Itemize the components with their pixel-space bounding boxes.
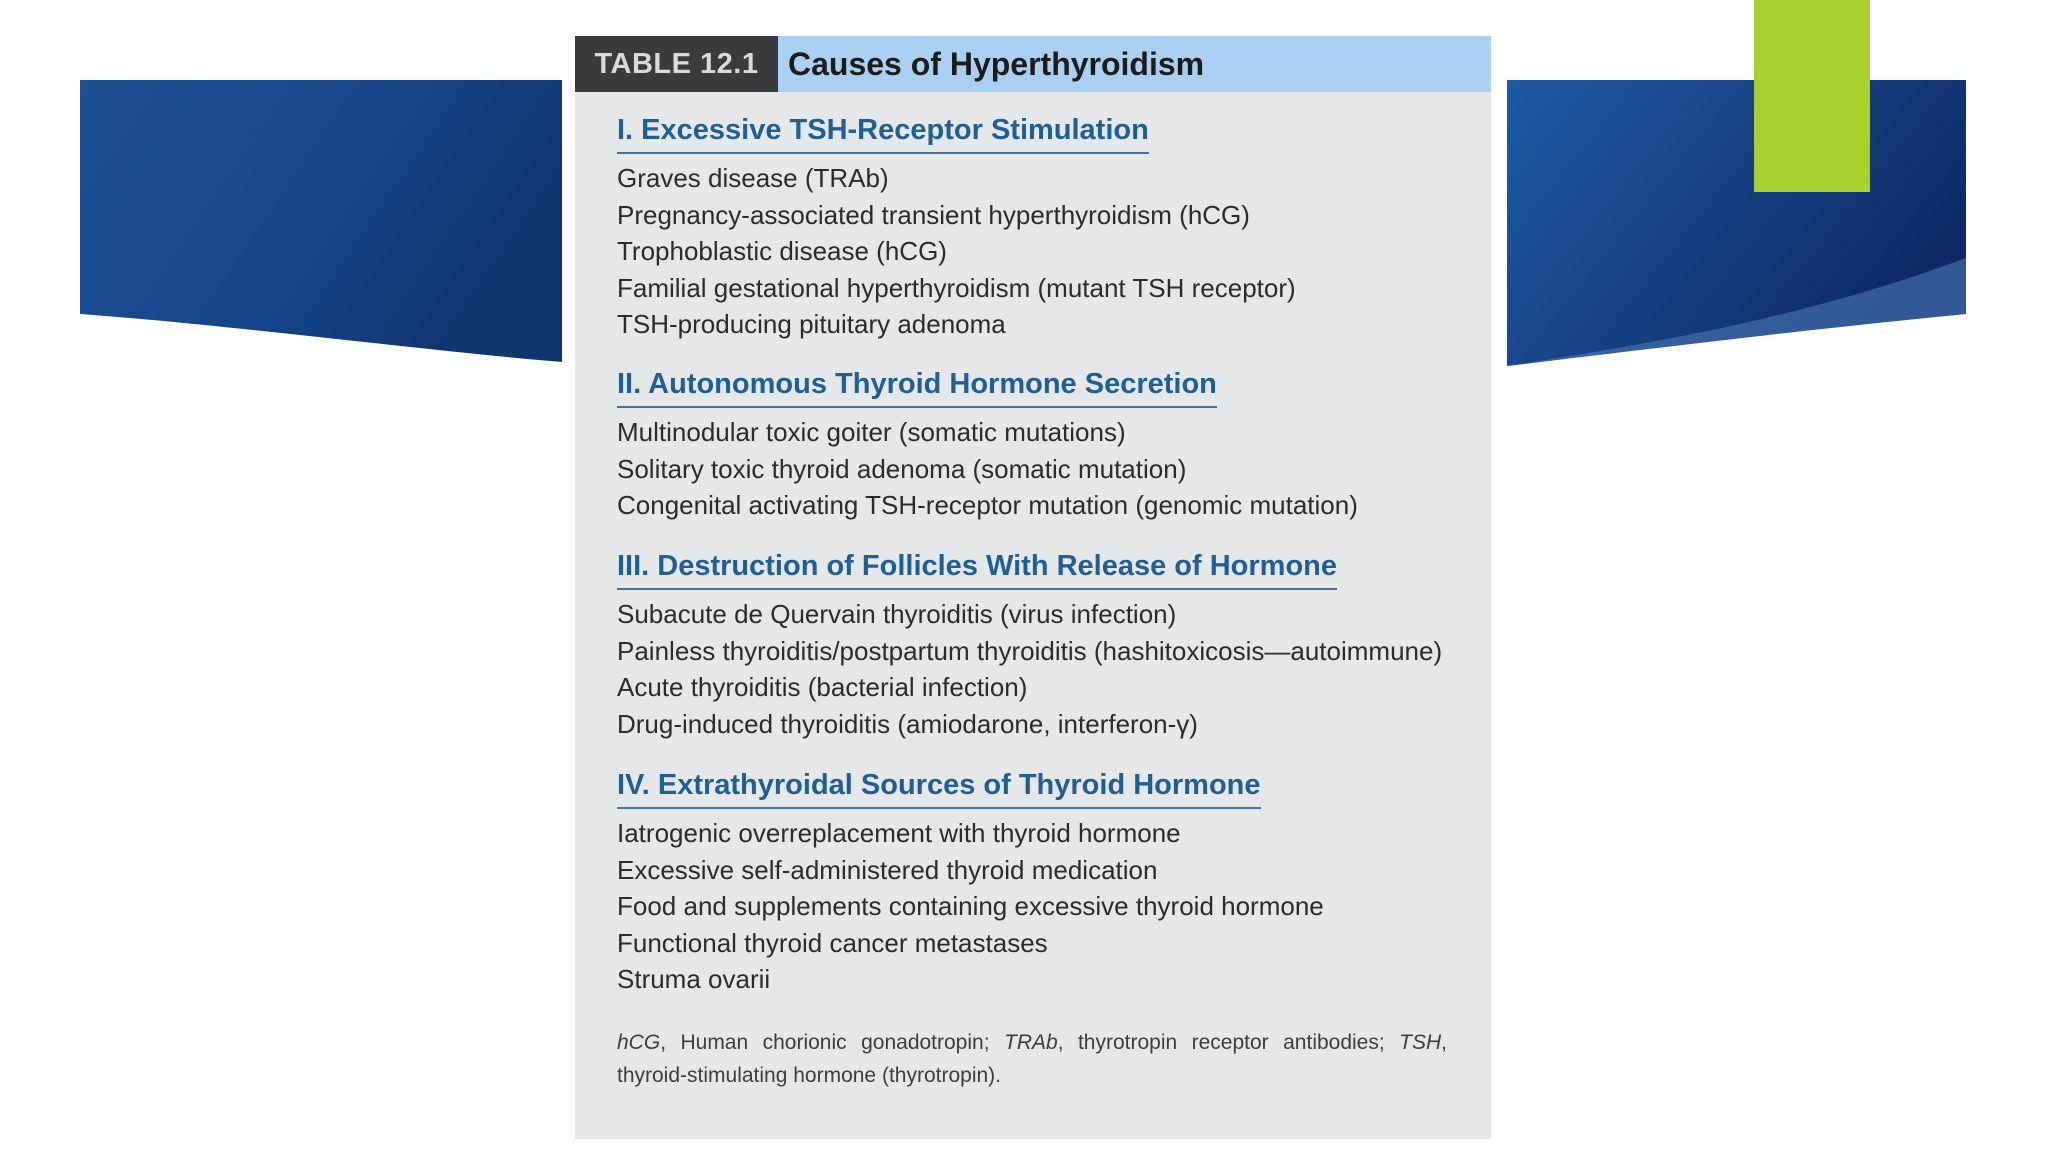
section-heading-2: II. Autonomous Thyroid Hormone Secretion bbox=[617, 366, 1217, 408]
footnote-text: , thyrotropin receptor antibodies; bbox=[1057, 1031, 1400, 1054]
table-number-tag: TABLE 12.1 bbox=[575, 36, 778, 92]
section-list-1 bbox=[617, 160, 1296, 343]
table-header bbox=[575, 36, 1491, 92]
list-item: Graves disease (TRAb) bbox=[617, 163, 889, 193]
banner-left-panel bbox=[80, 80, 562, 362]
list-item: Drug-induced thyroiditis (amiodarone, interferon-γ) bbox=[617, 708, 1198, 739]
section-list-3 bbox=[617, 596, 1442, 742]
accent-green-block bbox=[1754, 0, 1870, 192]
section-list-4 bbox=[617, 815, 1324, 998]
list-item: TSH-producing pituitary adenoma bbox=[617, 309, 1006, 339]
list-item: Multinodular toxic goiter (somatic mutations) bbox=[617, 417, 1126, 447]
list-item: Familial gestational hyperthyroidism (mutant TSH receptor) bbox=[617, 272, 1296, 303]
table-title: Causes of Hyperthyroidism bbox=[788, 46, 1205, 82]
section-heading-1: I. Excessive TSH-Receptor Stimulation bbox=[617, 112, 1149, 154]
list-item: Painless thyroiditis/postpartum thyroiditis (hashitoxicosis—autoimmune) bbox=[617, 635, 1443, 666]
footnote-abbr: TSH bbox=[1399, 1031, 1442, 1054]
footnote-abbr: TRAb bbox=[1004, 1031, 1058, 1054]
footnote-text: , Human chorionic gonadotropin; bbox=[660, 1031, 1004, 1054]
list-item: Solitary toxic thyroid adenoma (somatic mutation) bbox=[617, 453, 1187, 484]
section-list-2 bbox=[617, 414, 1358, 524]
banner-right-panel bbox=[1507, 80, 1966, 366]
list-item: Functional thyroid cancer metastases bbox=[617, 927, 1048, 958]
list-item: Subacute de Quervain thyroiditis (virus infection) bbox=[617, 599, 1177, 629]
list-item: Iatrogenic overreplacement with thyroid hormone bbox=[617, 818, 1181, 848]
footnote-text: , thyroid-stimulating hormone (thyrotropin). bbox=[617, 1031, 1447, 1087]
section-heading-4: IV. Extrathyroidal Sources of Thyroid Hormone bbox=[617, 767, 1261, 809]
list-item: Trophoblastic disease (hCG) bbox=[617, 236, 947, 266]
list-item: Congenital activating TSH-receptor mutation (genomic mutation) bbox=[617, 490, 1358, 520]
list-item: Struma ovarii bbox=[617, 964, 771, 994]
list-item: Excessive self-administered thyroid medication bbox=[617, 854, 1158, 885]
causes-table bbox=[575, 36, 1491, 1139]
footnote-abbr: hCG bbox=[617, 1031, 661, 1054]
list-item: Food and supplements containing excessive thyroid hormone bbox=[617, 891, 1324, 921]
list-item: Pregnancy-associated transient hyperthyroidism (hCG) bbox=[617, 199, 1250, 230]
section-heading-3: III. Destruction of Follicles With Release of Hormone bbox=[617, 548, 1337, 590]
list-item: Acute thyroiditis (bacterial infection) bbox=[617, 672, 1028, 702]
table-footnote bbox=[617, 1026, 1447, 1092]
